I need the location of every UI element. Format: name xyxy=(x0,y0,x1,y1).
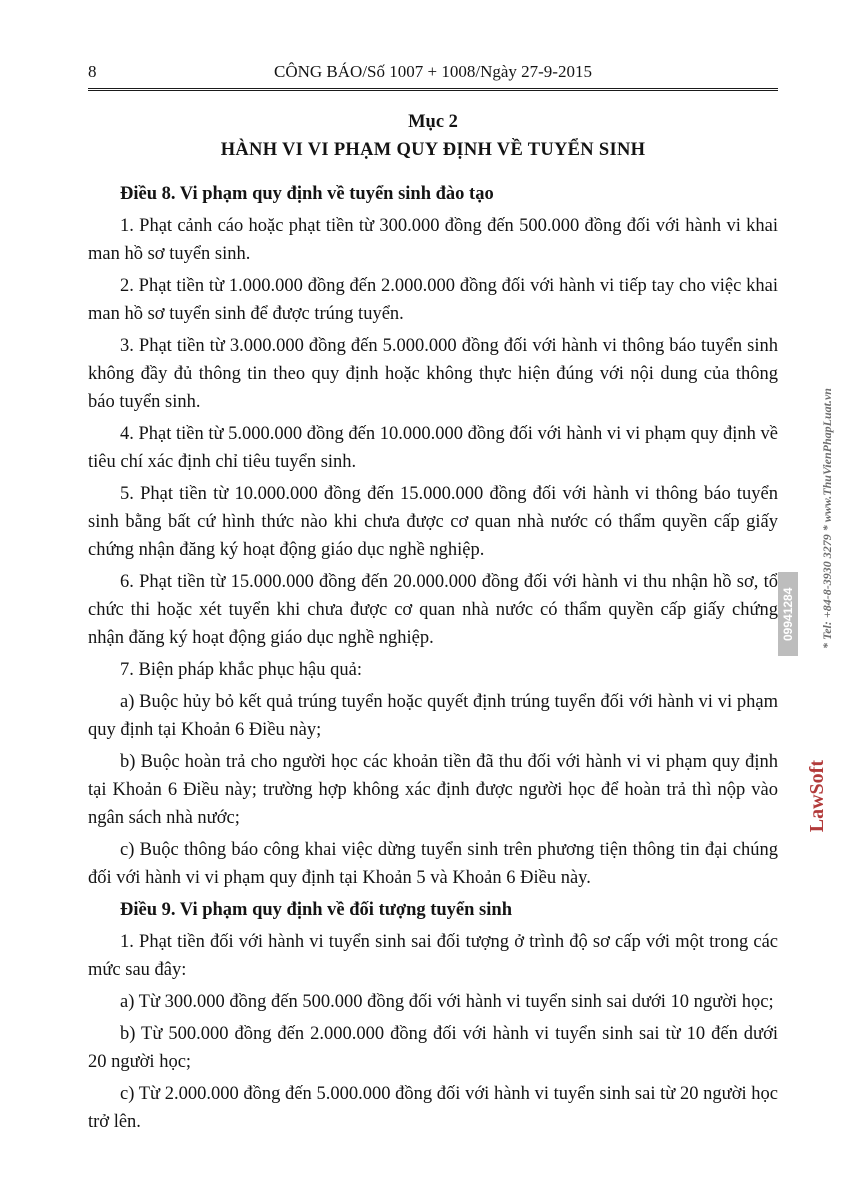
article-8-clause-6: 6. Phạt tiền từ 15.000.000 đồng đến 20.000.000 đồng đối với hành vi thu nhận hồ sơ, tổ chức thi hoặc xét tuyển khi chưa được cơ quan nhà nước có thẩm quyền cấp giấy chứng nhận đăng ký hoạt động giáo dục nghề nghiệp. xyxy=(88,572,778,648)
watermark-id-badge xyxy=(778,572,798,656)
article-8-clause-7c: c) Buộc thông báo công khai việc dừng tuyển sinh trên phương tiện thông tin đại chúng đối với hành vi vi phạm quy định tại Khoản 5 và Khoản 6 Điều này. xyxy=(88,840,778,888)
document-body xyxy=(88,108,778,1140)
article-9-clause-1c: c) Từ 2.000.000 đồng đến 5.000.000 đồng đối với hành vi tuyển sinh sai từ 20 người học trở lên. xyxy=(88,1084,778,1132)
article-8-clause-4: 4. Phạt tiền từ 5.000.000 đồng đến 10.000.000 đồng đối với hành vi vi phạm quy định về tiêu chí xác định chỉ tiêu tuyển sinh. xyxy=(88,424,779,472)
watermark-id: 09941284 xyxy=(781,587,795,641)
article-8-clause-7a: a) Buộc hủy bỏ kết quả trúng tuyển hoặc quyết định trúng tuyển đối với hành vi vi phạm quy định tại Khoản 6 Điều này; xyxy=(88,692,778,740)
article-8-clause-7: 7. Biện pháp khắc phục hậu quả: xyxy=(120,660,362,680)
article-8-heading: Điều 8. Vi phạm quy định về tuyển sinh đào tạo xyxy=(120,184,494,204)
article-8-clause-3: 3. Phạt tiền từ 3.000.000 đồng đến 5.000.000 đồng đối với hành vi thông báo tuyển sinh không đầy đủ thông tin theo quy định hoặc không thực hiện đúng với nội dung của thông báo tuyển sinh. xyxy=(88,336,778,412)
article-8-clause-7b: b) Buộc hoàn trả cho người học các khoản tiền đã thu đối với hành vi vi phạm quy định tại Khoản 6 Điều này; trường hợp không xác định được người học để hoàn trả thì nộp vào ngân sách nhà nước; xyxy=(88,752,778,828)
article-9-clause-1a: a) Từ 300.000 đồng đến 500.000 đồng đối với hành vi tuyển sinh sai dưới 10 người học; xyxy=(120,992,774,1012)
page-number: 8 xyxy=(88,62,97,81)
article-9-clause-1: 1. Phạt tiền đối với hành vi tuyển sinh sai đối tượng ở trình độ sơ cấp với một trong các mức sau đây: xyxy=(88,932,778,980)
section-label: Mục 2 xyxy=(408,112,458,132)
article-9-heading: Điều 9. Vi phạm quy định về đối tượng tuyển sinh xyxy=(120,900,512,920)
article-8-clause-2: 2. Phạt tiền từ 1.000.000 đồng đến 2.000.000 đồng đối với hành vi tiếp tay cho việc khai man hồ sơ tuyển sinh để được trúng tuyển. xyxy=(88,276,778,324)
article-9-clause-1b: b) Từ 500.000 đồng đến 2.000.000 đồng đối với hành vi tuyển sinh sai từ 10 đến dưới 20 người học; xyxy=(88,1024,778,1072)
page-header xyxy=(88,60,778,88)
running-title: CÔNG BÁO/Số 1007 + 1008/Ngày 27-9-2015 xyxy=(274,62,592,81)
watermark-contact: * Tel: +84-8-3930 3279 * www.ThuVienPhapLuat.vn xyxy=(820,388,834,649)
article-8-clause-1: 1. Phạt cảnh cáo hoặc phạt tiền từ 300.000 đồng đến 500.000 đồng đối với hành vi khai man hồ sơ tuyển sinh. xyxy=(88,216,778,264)
watermark-logo: LawSoft xyxy=(806,760,828,833)
header-rule xyxy=(88,88,778,91)
article-8-clause-5: 5. Phạt tiền từ 10.000.000 đồng đến 15.000.000 đồng đối với hành vi thông báo tuyển sinh bằng bất cứ hình thức nào khi chưa được cơ quan nhà nước có thẩm quyền cấp giấy chứng nhận đăng ký hoạt động giáo dục nghề nghiệp. xyxy=(88,484,778,560)
section-title: HÀNH VI VI PHẠM QUY ĐỊNH VỀ TUYỂN SINH xyxy=(220,140,646,160)
